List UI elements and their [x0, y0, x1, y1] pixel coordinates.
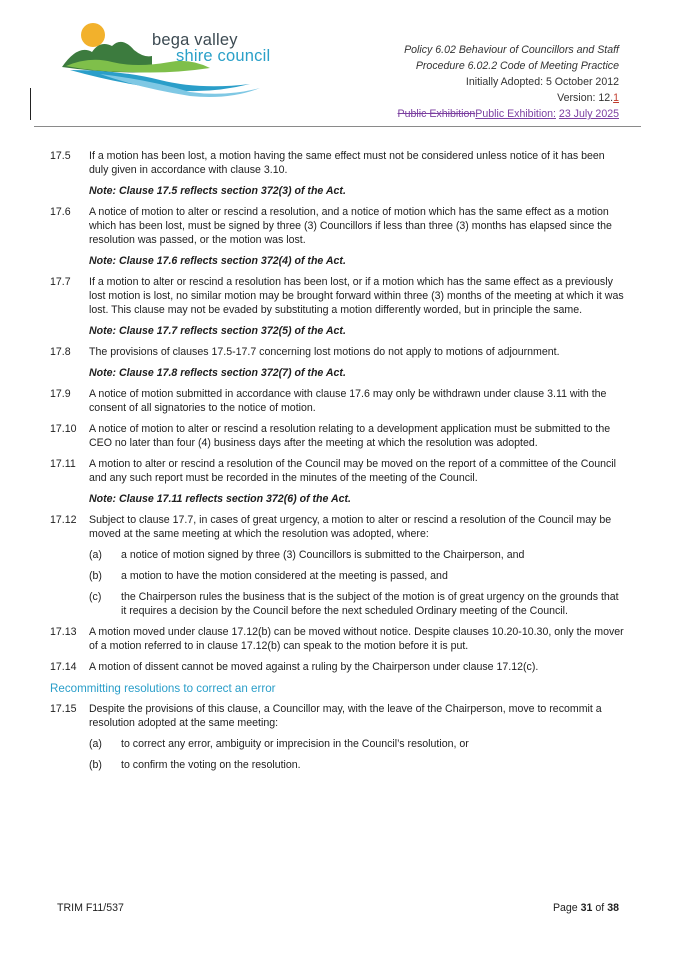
clause-text: A motion moved under clause 17.12(b) can be moved without notice. Despite clauses 10.20-10.30, only the mover of a motion referred to in clause 17.12(b) can speak to the motion before it is put. — [89, 626, 624, 652]
version-change: 1 — [613, 92, 619, 104]
clause-text: A notice of motion to alter or rescind a resolution, and a notice of motion which has the same effect as a motion which has been lost, must be signed by three (3) Councillors if less than three (3) months has elapsed since the resolution was passed, or the motion was lost. — [89, 206, 612, 246]
document-body — [50, 149, 625, 779]
clause-17-12 — [50, 513, 625, 541]
logo-line-2: shire council — [176, 47, 271, 65]
clause-number: 17.10 — [50, 423, 77, 435]
change-bar — [30, 88, 31, 120]
adopted-date: Initially Adopted: 5 October 2012 — [465, 76, 619, 88]
clause-number: 17.8 — [50, 346, 71, 358]
version-label: Version: 12. — [557, 92, 614, 104]
page-total: 38 — [607, 902, 619, 914]
clause-text: A motion of dissent cannot be moved against a ruling by the Chairperson under clause 17.12(c). — [89, 661, 539, 673]
header-divider — [34, 126, 641, 127]
sub-clause-letter: (b) — [89, 759, 102, 771]
sub-clause-letter: (a) — [89, 549, 102, 561]
exhibition-inserted: Public Exhibition: — [475, 108, 556, 120]
sub-clause-text: to correct any error, ambiguity or imprecision in the Council’s resolution, or — [121, 738, 469, 750]
clause-note: Note: Clause 17.8 reflects section 372(7) of the Act. — [89, 367, 346, 379]
procedure-title: Procedure 6.02.2 Code of Meeting Practice — [415, 60, 619, 72]
exhibition-line — [398, 106, 619, 122]
sub-clause — [50, 737, 625, 751]
clause-number: 17.6 — [50, 206, 71, 218]
clause-note: Note: Clause 17.6 reflects section 372(4) of the Act. — [89, 255, 346, 267]
exhibition-deleted: Public Exhibition — [397, 108, 476, 120]
logo-wordmark — [152, 32, 270, 64]
clause-17-8 — [50, 345, 625, 359]
clause-17-9 — [50, 387, 625, 415]
page-number — [553, 902, 619, 914]
document-header — [398, 42, 619, 122]
sub-clause — [50, 548, 625, 562]
clause-17-6 — [50, 205, 625, 247]
exhibition-date: 23 July 2025 — [558, 108, 619, 120]
logo-line-1: bega valley — [152, 31, 238, 49]
clause-17-7 — [50, 275, 625, 317]
page-of: of — [595, 902, 605, 914]
sub-clause-text: a motion to have the motion considered at the meeting is passed, and — [121, 570, 448, 582]
clause-17-15 — [50, 702, 625, 730]
sub-clause-text: the Chairperson rules the business that is the subject of the motion is of great urgency on the grounds that it requires a decision by the Council before the next scheduled Ordinary meeting of the Council. — [121, 591, 619, 617]
sub-clause-letter: (a) — [89, 738, 102, 750]
section-heading: Recommitting resolutions to correct an error — [50, 682, 276, 695]
clause-number: 17.14 — [50, 661, 77, 673]
clause-number: 17.15 — [50, 703, 77, 715]
sub-clause-letter: (b) — [89, 570, 102, 582]
version-line — [398, 90, 619, 106]
sub-clause-text: to confirm the voting on the resolution. — [121, 759, 301, 771]
sub-clause — [50, 569, 625, 583]
clause-text: The provisions of clauses 17.5-17.7 concerning lost motions do not apply to motions of adjournment. — [89, 346, 560, 358]
clause-17-14 — [50, 660, 625, 674]
clause-number: 17.7 — [50, 276, 71, 288]
clause-17-13 — [50, 625, 625, 653]
clause-number: 17.5 — [50, 150, 71, 162]
sub-clause — [50, 758, 625, 772]
clause-note: Note: Clause 17.5 reflects section 372(3) of the Act. — [89, 185, 346, 197]
clause-text: If a motion has been lost, a motion having the same effect must not be considered unless notice of it has been duly given in accordance with clause 3.10. — [89, 150, 605, 176]
sub-clause-text: a notice of motion signed by three (3) Councillors is submitted to the Chairperson, and — [121, 549, 525, 561]
page-current: 31 — [580, 902, 593, 914]
clause-17-5 — [50, 149, 625, 177]
page-label: Page — [552, 902, 578, 914]
clause-number: 17.12 — [50, 514, 77, 526]
sub-clause-letter: (c) — [89, 591, 102, 603]
clause-note: Note: Clause 17.11 reflects section 372(6) of the Act. — [89, 493, 351, 505]
clause-text: A motion to alter or rescind a resolution of the Council may be moved on the report of a committee of the Council and any such report must be recorded in the minutes of the meeting of the Council. — [89, 458, 617, 484]
clause-text: Despite the provisions of this clause, a Councillor may, with the leave of the Chairperson, move to recommit a resolution adopted at the same meeting: — [89, 703, 602, 729]
trim-reference: TRIM F11/537 — [57, 902, 124, 914]
clause-text: If a motion to alter or rescind a resolution has been lost, or if a motion which has the same effect as a previously lost motion is lost, no similar motion may be brought forward within three (3) months of the meeting at which it was lost. This clause may not be evaded by substituting a motion differently worded, but in principle the same. — [89, 276, 624, 316]
clause-text: A notice of motion submitted in accordance with clause 17.6 may only be withdrawn under clause 3.11 with the consent of all signatories to the notice of motion. — [89, 388, 607, 414]
clause-17-10 — [50, 422, 625, 450]
clause-17-11 — [50, 457, 625, 485]
clause-text: Subject to clause 17.7, in cases of great urgency, a motion to alter or rescind a resolution of the Council may be moved at the same meeting at which the resolution was adopted, where: — [89, 514, 612, 540]
policy-title: Policy 6.02 Behaviour of Councillors and Staff — [404, 44, 619, 56]
clause-number: 17.11 — [50, 458, 76, 470]
clause-number: 17.9 — [50, 388, 71, 400]
sub-clause — [50, 590, 625, 618]
clause-number: 17.13 — [50, 626, 77, 638]
clause-note: Note: Clause 17.7 reflects section 372(5) of the Act. — [89, 325, 346, 337]
clause-text: A notice of motion to alter or rescind a resolution relating to a development application must be submitted to the CEO no later than four (4) business days after the meeting at which the resolution was adopted. — [89, 423, 611, 449]
